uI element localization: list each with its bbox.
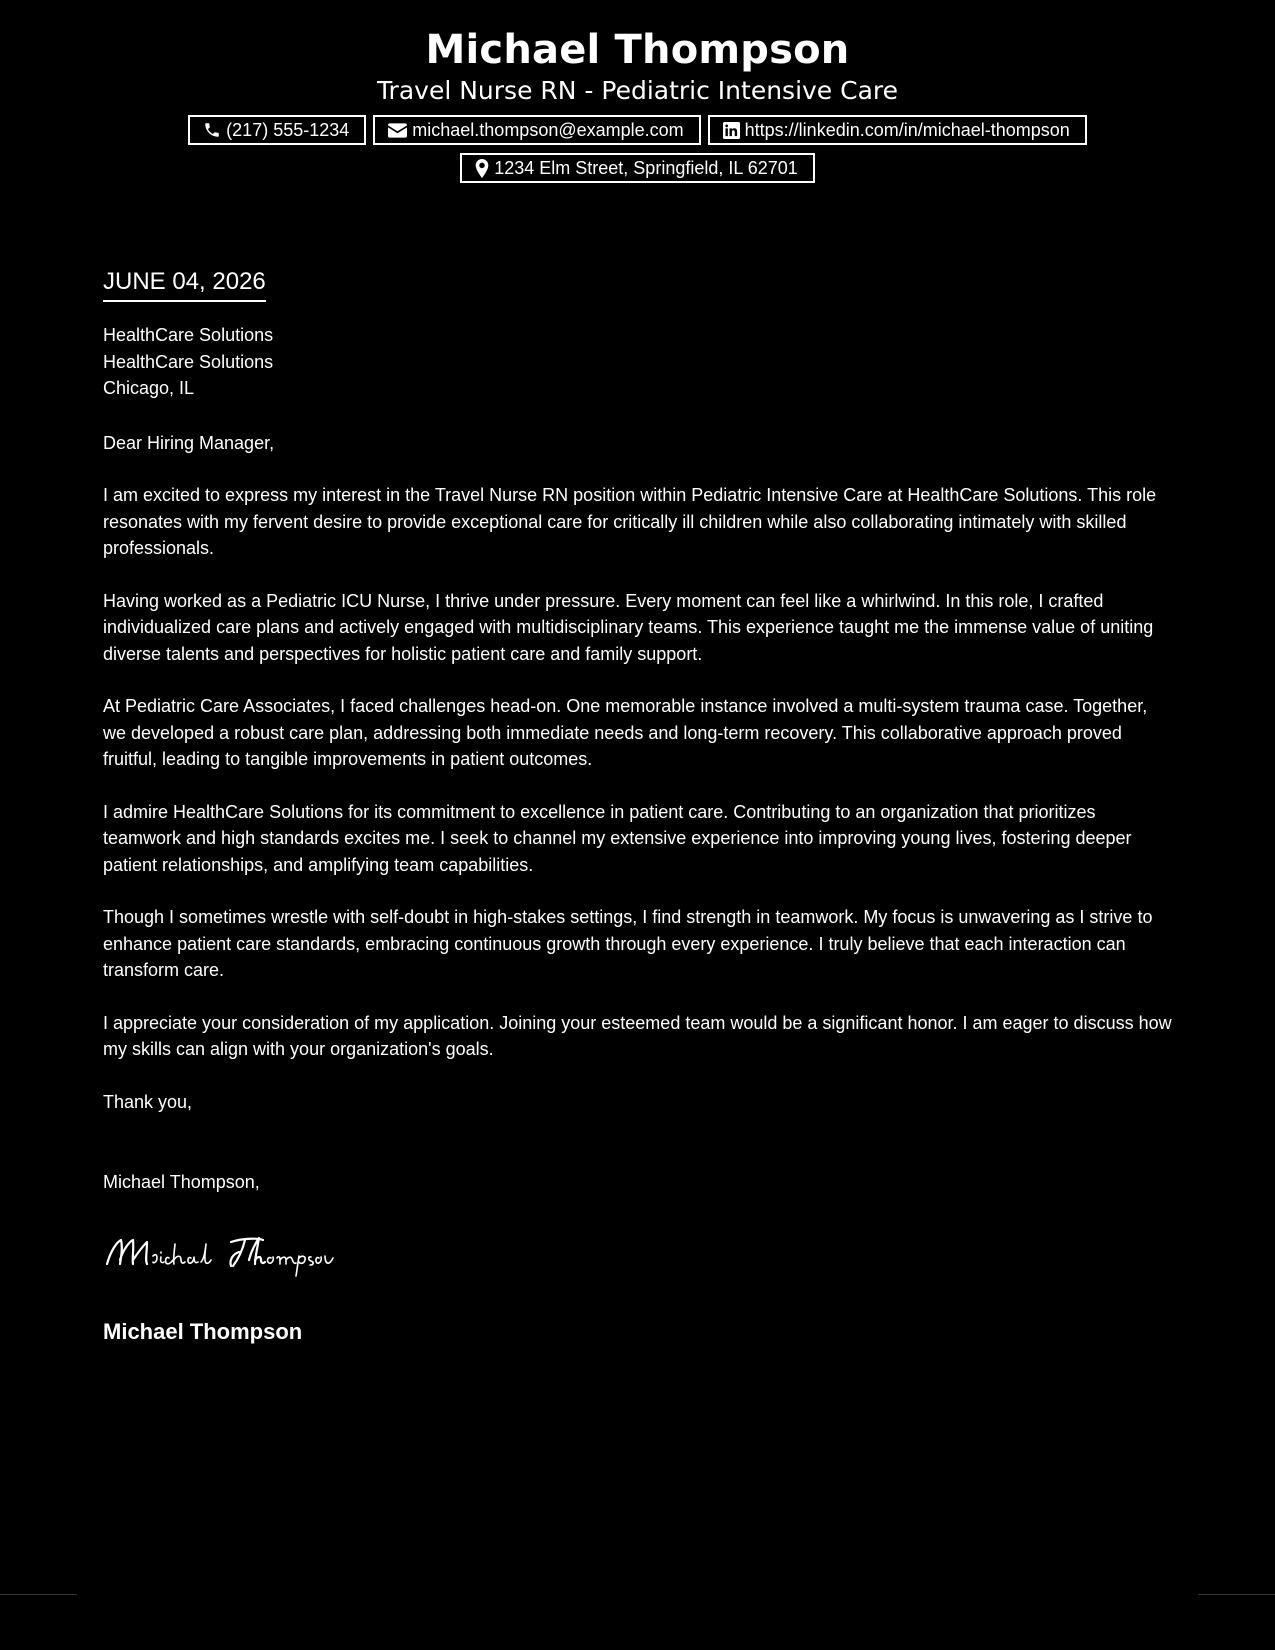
body-paragraph: At Pediatric Care Associates, I faced challenges head-on. One memorable instance involved a multi-system trauma case. Together, we developed a robust care plan, addressing both immediate needs and long-term recovery. This collaborative approach proved fruitful, leading to tangible improvements in patient outcomes.: [103, 696, 1148, 769]
contact-row: [0, 115, 1275, 145]
email-text: michael.thompson@example.com: [412, 119, 684, 140]
printed-name: Michael Thompson: [103, 1319, 303, 1344]
recipient-block: [103, 322, 1175, 402]
email-contact[interactable]: [373, 115, 700, 145]
footer-rule-left: [0, 1594, 77, 1595]
body-paragraph: Though I sometimes wrestle with self-doubt in high-stakes settings, I find strength in teamwork. My focus is unwavering as I strive to enhance patient care standards, embracing continuous growth through every experience. I truly believe that each interaction can transform care.: [103, 907, 1153, 980]
salutation: Dear Hiring Manager,: [103, 432, 275, 453]
applicant-name: Michael Thompson: [425, 27, 850, 73]
cover-letter-body: [103, 266, 1175, 1346]
recipient-line: HealthCare Solutions: [103, 351, 274, 372]
phone-text: (217) 555-1234: [226, 119, 350, 140]
handwritten-signature: [103, 1230, 383, 1278]
linkedin-icon: [723, 122, 740, 139]
applicant-title: Travel Nurse RN - Pediatric Intensive Care: [376, 76, 899, 105]
closing: Thank you,: [103, 1091, 193, 1112]
body-paragraph: I appreciate your consideration of my application. Joining your esteemed team would be a significant honor. I am eager to discuss how my skills can align with your organization's goals.: [103, 1012, 1172, 1059]
recipient-line: HealthCare Solutions: [103, 325, 274, 345]
address-contact[interactable]: [460, 153, 815, 183]
envelope-icon: [388, 123, 407, 138]
footer-rule-right: [1198, 1594, 1275, 1595]
letter-date: JUNE 04, 2026: [103, 266, 266, 302]
address-row: [0, 153, 1275, 183]
linkedin-text: https://linkedin.com/in/michael-thompson: [744, 119, 1070, 140]
body-paragraph: I am excited to express my interest in the Travel Nurse RN position within Pediatric Intensive Care at HealthCare Solutions. This role resonates with my fervent desire to provide exceptional care for critically ill children while also collaborating intimately with skilled professionals.: [103, 485, 1157, 558]
phone-icon: [203, 121, 221, 139]
body-paragraph: Having worked as a Pediatric ICU Nurse, I thrive under pressure. Every moment can feel like a whirlwind. In this role, I crafted individualized care plans and actively engaged with multidisciplinary teams. This experience taught me the immense value of uniting diverse talents and perspectives for holistic patient care and family support.: [103, 590, 1154, 664]
letterhead: [0, 24, 1275, 191]
recipient-line: Chicago, IL: [103, 378, 195, 398]
address-text: 1234 Elm Street, Springfield, IL 62701: [494, 157, 798, 178]
map-marker-icon: [475, 159, 489, 178]
phone-contact[interactable]: [188, 115, 366, 145]
body-paragraph: I admire HealthCare Solutions for its commitment to excellence in patient care. Contributing to an organization that prioritizes teamwork and high standards excites me. I seek to channel my extensive experience into improving young lives, fostering deeper patient relationships, and amplifying team capabilities.: [103, 801, 1132, 875]
sign-off-name: Michael Thompson,: [103, 1172, 260, 1192]
linkedin-contact[interactable]: [708, 115, 1087, 145]
